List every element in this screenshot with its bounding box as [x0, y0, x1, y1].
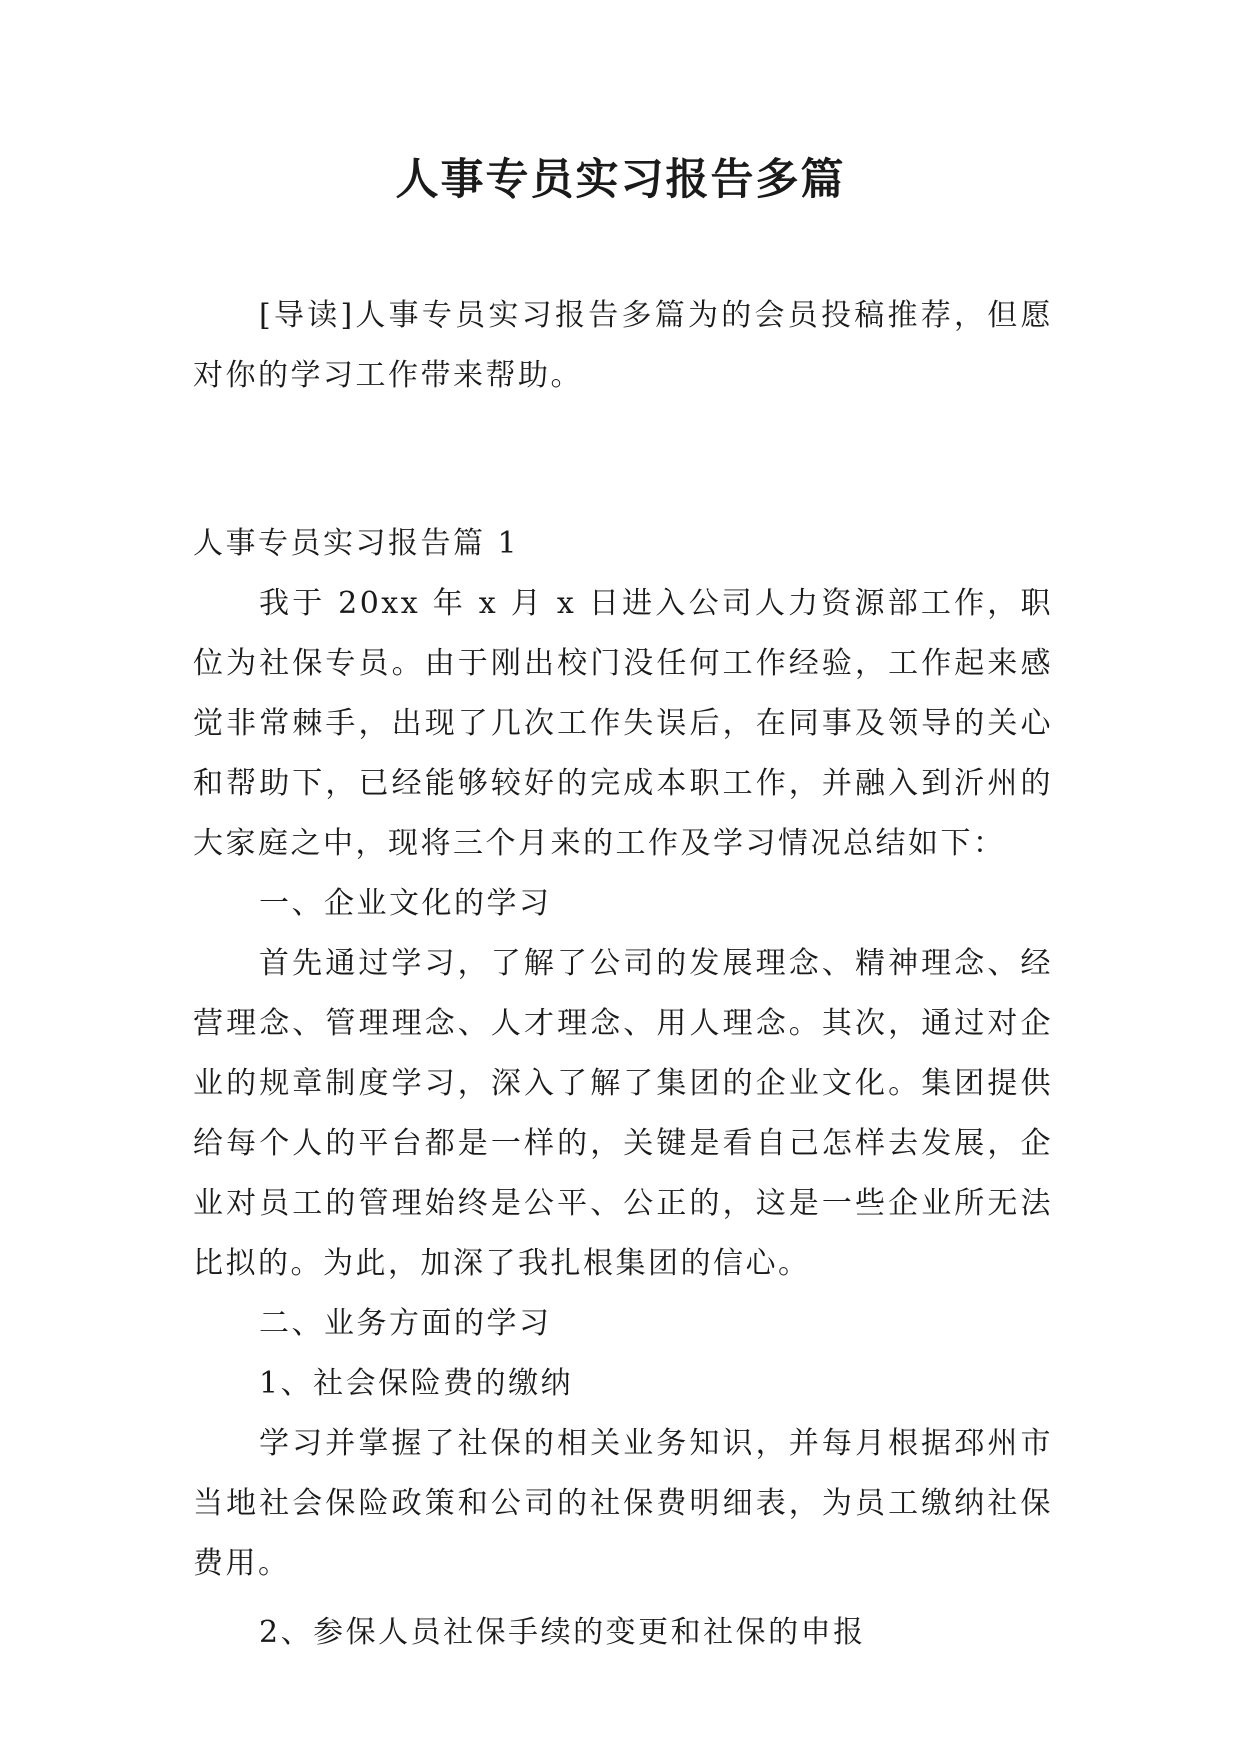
- body-paragraph: 首先通过学习，了解了公司的发展理念、精神理念、经营理念、管理理念、人才理念、用人理念。其次，通过对企业的规章制度学习，深入了解了集团的企业文化。集团提供给每个人的平台都是一样的，关键是看自己怎样去发展，企业对员工的管理始终是公平、公正的，这是一些企业所无法比拟的。为此，加深了我扎根集团的信心。: [193, 946, 1053, 1281]
- subheading-corporate-culture: 一、企业文化的学习: [259, 886, 552, 921]
- subheading-insurance-changes: 2、参保人员社保手续的变更和社保的申报: [259, 1615, 866, 1650]
- section-title: 人事专员实习报告篇 1: [193, 526, 520, 561]
- subheading-business-learning: 二、业务方面的学习: [259, 1306, 552, 1341]
- document-title: 人事专员实习报告多篇: [395, 155, 846, 205]
- document-body: [193, 286, 1053, 1663]
- spacer: [193, 406, 1053, 514]
- intro-paragraph: [导读]人事专员实习报告多篇为的会员投稿推荐，但愿对你的学习工作带来帮助。: [193, 298, 1053, 393]
- body-paragraph: 学习并掌握了社保的相关业务知识，并每月根据邳州市当地社会保险政策和公司的社保费明细表，为员工缴纳社保费用。: [193, 1426, 1053, 1581]
- subheading-social-insurance-payment: 1、社会保险费的缴纳: [259, 1366, 574, 1401]
- spacer: [193, 1594, 1053, 1603]
- body-paragraph: 我于 20xx 年 x 月 x 日进入公司人力资源部工作，职位为社保专员。由于刚出校门没任何工作经验，工作起来感觉非常棘手，出现了几次工作失误后，在同事及领导的关心和帮助下，已经能够较好的完成本职工作，并融入到沂州的大家庭之中，现将三个月来的工作及学习情况总结如下：: [193, 586, 1053, 861]
